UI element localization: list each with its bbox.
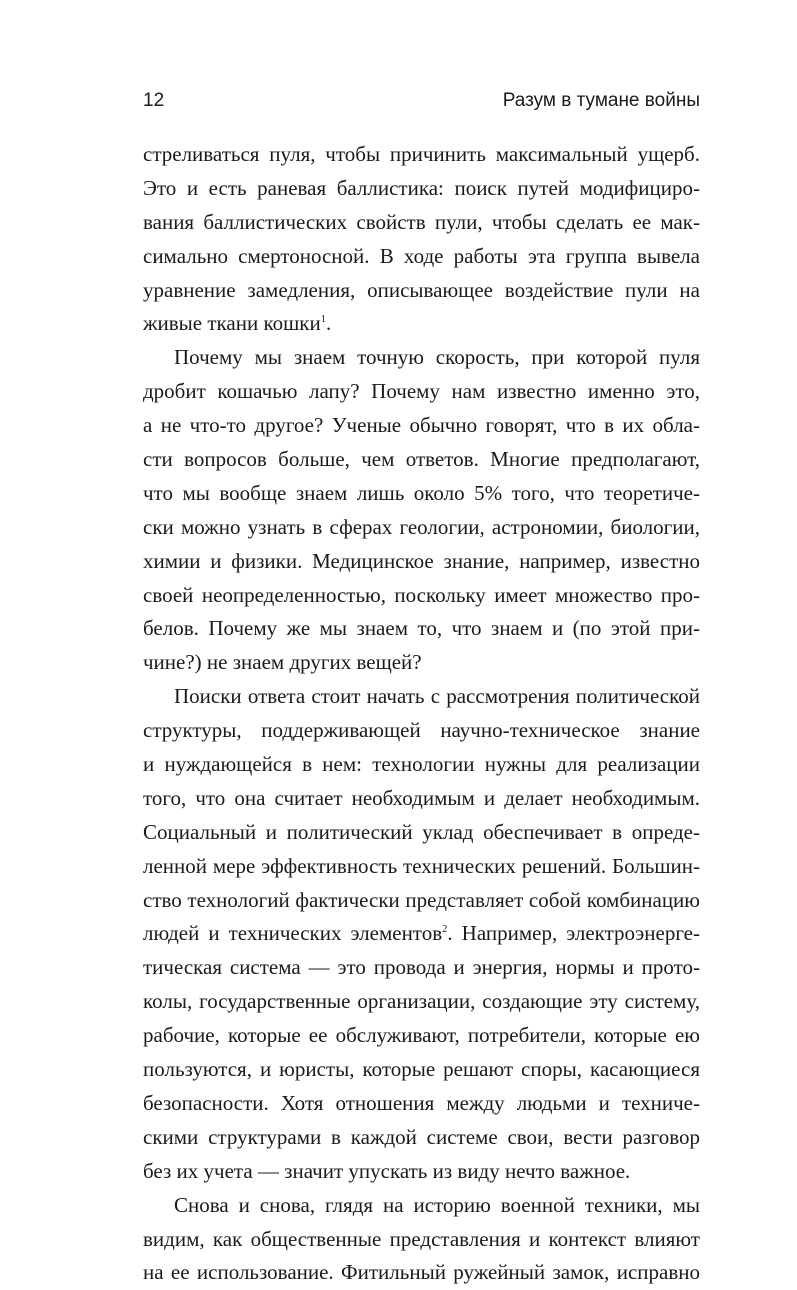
text-line	[143, 477, 700, 511]
text-line	[143, 1256, 700, 1290]
text-line	[143, 646, 700, 680]
line-text: симально смертоносной. В ходе работы эта группа вывела	[143, 243, 700, 268]
text-line	[143, 172, 700, 206]
text-line	[143, 1189, 700, 1223]
line-text-tail: .	[325, 311, 332, 336]
page-number: 12	[143, 90, 165, 111]
text-line	[143, 138, 700, 172]
line-text: дробит кошачью лапу? Почему нам известно именно это,	[143, 379, 700, 404]
text-line	[143, 1053, 700, 1087]
text-line	[143, 341, 700, 375]
line-text: Поиски ответа стоит начать с рассмотрения политической	[174, 684, 700, 709]
line-text: живые ткани кошки	[143, 311, 321, 336]
text-line	[143, 206, 700, 240]
line-text: что мы вообще знаем лишь около 5% того, что теоретиче-	[143, 480, 700, 505]
text-line	[143, 511, 700, 545]
text-line	[143, 240, 700, 274]
text-line	[143, 545, 700, 579]
line-text: людей и технических элементов	[143, 921, 443, 946]
line-text: сти вопросов больше, чем ответов. Многие предполагают,	[143, 447, 700, 472]
line-text: Это и есть раневая баллистика: поиск путей модифициро-	[143, 175, 700, 200]
line-text: структуры, поддерживающей научно-техническое знание	[143, 718, 700, 743]
text-line	[143, 307, 700, 341]
line-text: Снова и снова, глядя на историю военной техники, мы	[174, 1192, 700, 1217]
text-line	[143, 1155, 700, 1189]
line-text: ство технологий фактически представляет собой комбинацию	[143, 887, 700, 912]
line-text: пользуются, и юристы, которые решают споры, касающиеся	[143, 1057, 700, 1082]
text-line	[143, 579, 700, 613]
line-text: ски можно узнать в сферах геологии, астрономии, биологии,	[143, 514, 700, 539]
text-line	[143, 612, 700, 646]
line-text: безопасности. Хотя отношения между людьми и техниче-	[143, 1090, 700, 1115]
paragraph	[143, 341, 700, 680]
body-text	[143, 138, 700, 1290]
paragraph	[143, 138, 700, 341]
line-text: ленной мере эффективность технических решений. Большин-	[143, 853, 700, 878]
text-line	[143, 917, 700, 951]
line-text: скими структурами в каждой системе свои, вести разговор	[143, 1124, 700, 1149]
text-line	[143, 985, 700, 1019]
text-line	[143, 714, 700, 748]
line-text: вания баллистических свойств пули, чтобы сделать ее мак-	[143, 209, 700, 234]
running-title: Разум в тумане войны	[502, 90, 700, 111]
text-line	[143, 443, 700, 477]
line-text: колы, государственные организации, создающие эту систему,	[143, 989, 700, 1014]
paragraph	[143, 680, 700, 1188]
text-line	[143, 782, 700, 816]
line-text: рабочие, которые ее обслуживают, потребители, которые ею	[143, 1023, 700, 1048]
line-text: и нуждающейся в нем: технологии нужны для реализации	[143, 752, 700, 777]
line-text: а не что-то другое? Ученые обычно говорят, что в их обла-	[143, 413, 700, 438]
line-text: Социальный и политический уклад обеспечивает в опреде-	[143, 819, 700, 844]
line-text: на ее использование. Фитильный ружейный замок, исправно	[143, 1260, 700, 1285]
text-line	[143, 1121, 700, 1155]
line-text: Почему мы знаем точную скорость, при которой пуля	[174, 345, 700, 370]
line-text: химии и физики. Медицинское знание, например, известно	[143, 548, 700, 573]
line-text: видим, как общественные представления и контекст влияют	[143, 1226, 700, 1251]
footnote-marker[interactable]: 2	[442, 924, 448, 936]
line-text: того, что она считает необходимым и делает необходимым.	[143, 785, 700, 810]
text-line	[143, 1019, 700, 1053]
text-line	[143, 274, 700, 308]
line-text: стреливаться пуля, чтобы причинить максимальный ущерб.	[143, 142, 700, 166]
line-text: чине?) не знаем других вещей?	[143, 650, 422, 675]
line-text: уравнение замедления, описывающее воздействие пули на	[143, 277, 700, 302]
text-line	[143, 1087, 700, 1121]
page-header	[143, 90, 700, 120]
text-line	[143, 409, 700, 443]
line-text: без их учета — значит упускать из виду нечто важное.	[143, 1158, 631, 1183]
text-line	[143, 680, 700, 714]
text-line	[143, 816, 700, 850]
text-line	[143, 850, 700, 884]
text-line	[143, 951, 700, 985]
text-line	[143, 748, 700, 782]
line-text-tail: . Например, электроэнерге-	[447, 921, 700, 946]
text-line	[143, 884, 700, 918]
line-text: тическая система — это провода и энергия, нормы и прото-	[143, 955, 700, 980]
line-text: белов. Почему же мы знаем то, что знаем и (по этой при-	[143, 616, 700, 641]
line-text: своей неопределенностью, поскольку имеет множество про-	[143, 582, 700, 607]
footnote-marker[interactable]: 1	[320, 314, 326, 326]
text-line	[143, 375, 700, 409]
text-line	[143, 1223, 700, 1257]
paragraph	[143, 1189, 700, 1290]
